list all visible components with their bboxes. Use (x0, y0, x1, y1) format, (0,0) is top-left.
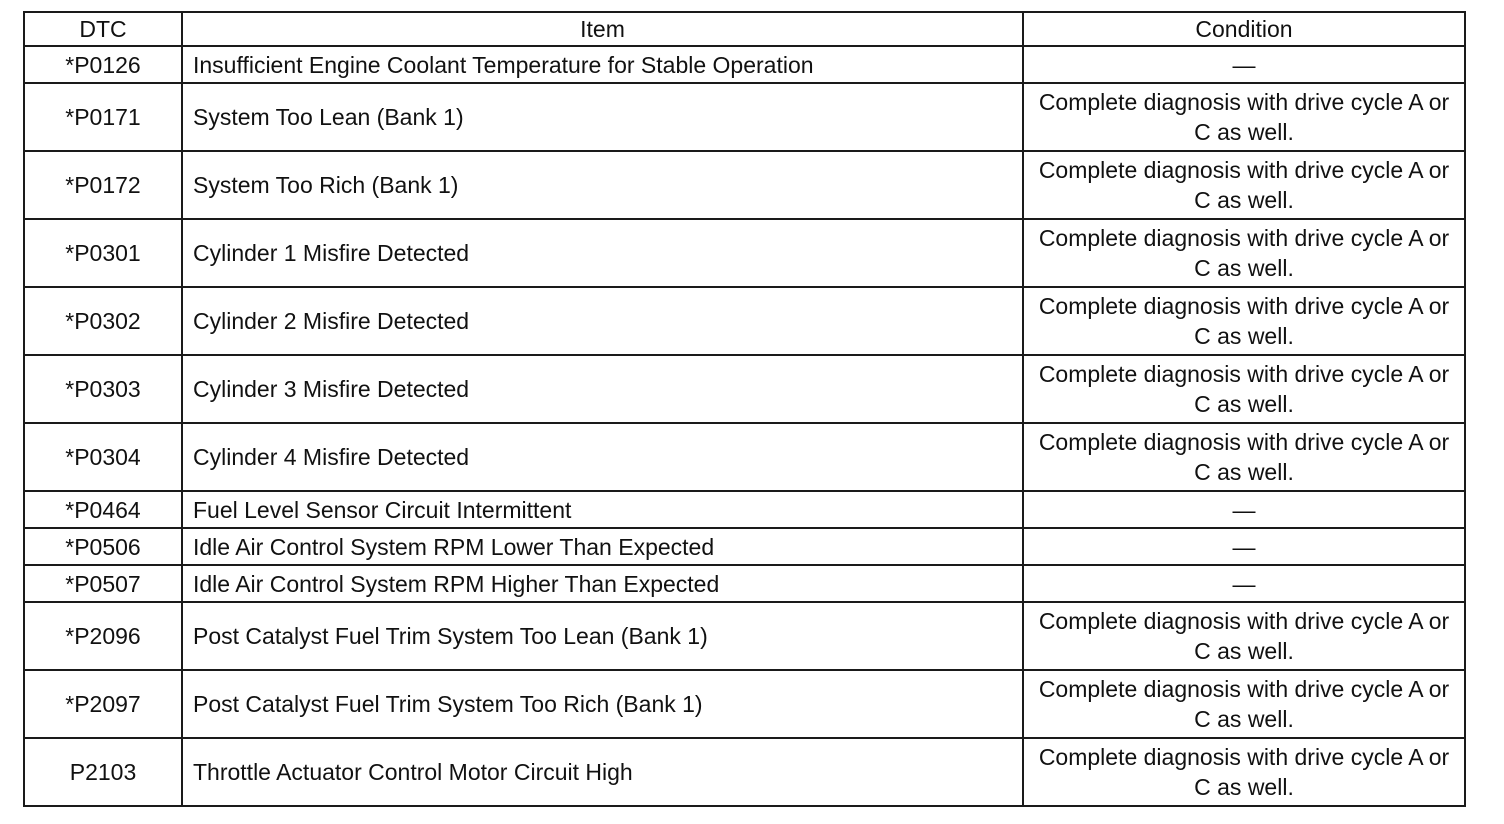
dtc-code: *P0507 (24, 565, 182, 602)
dtc-code: *P0506 (24, 528, 182, 565)
table-row (24, 491, 1465, 528)
table-row (24, 219, 1465, 287)
dtc-item: System Too Rich (Bank 1) (182, 151, 1023, 219)
dtc-table (23, 11, 1466, 807)
dtc-code: *P0172 (24, 151, 182, 219)
dtc-item: Post Catalyst Fuel Trim System Too Rich (Bank 1) (182, 670, 1023, 738)
dtc-code: *P0464 (24, 491, 182, 528)
table-body (24, 46, 1465, 806)
dtc-condition: — (1023, 528, 1465, 565)
dtc-item: Throttle Actuator Control Motor Circuit High (182, 738, 1023, 806)
dtc-code: *P0303 (24, 355, 182, 423)
dtc-condition: Complete diagnosis with drive cycle A or C as well. (1023, 355, 1465, 423)
dtc-item: Cylinder 1 Misfire Detected (182, 219, 1023, 287)
dtc-condition: — (1023, 565, 1465, 602)
dtc-condition: Complete diagnosis with drive cycle A or C as well. (1023, 738, 1465, 806)
dtc-item: Insufficient Engine Coolant Temperature for Stable Operation (182, 46, 1023, 83)
table-row (24, 528, 1465, 565)
dtc-item: Cylinder 3 Misfire Detected (182, 355, 1023, 423)
dtc-code: *P0301 (24, 219, 182, 287)
dtc-code: *P0171 (24, 83, 182, 151)
table-row (24, 83, 1465, 151)
dtc-item: Idle Air Control System RPM Lower Than Expected (182, 528, 1023, 565)
dtc-code: *P0126 (24, 46, 182, 83)
dtc-item: Cylinder 2 Misfire Detected (182, 287, 1023, 355)
dtc-condition: Complete diagnosis with drive cycle A or C as well. (1023, 602, 1465, 670)
header-row (24, 12, 1465, 46)
dtc-condition: Complete diagnosis with drive cycle A or C as well. (1023, 83, 1465, 151)
dtc-item: Idle Air Control System RPM Higher Than Expected (182, 565, 1023, 602)
dtc-code: *P2097 (24, 670, 182, 738)
dtc-item: Fuel Level Sensor Circuit Intermittent (182, 491, 1023, 528)
dtc-item: Post Catalyst Fuel Trim System Too Lean (Bank 1) (182, 602, 1023, 670)
dtc-item: Cylinder 4 Misfire Detected (182, 423, 1023, 491)
dtc-condition: — (1023, 46, 1465, 83)
table-row (24, 670, 1465, 738)
table-row (24, 287, 1465, 355)
header-item: Item (182, 12, 1023, 46)
table-header (24, 12, 1465, 46)
dtc-condition: Complete diagnosis with drive cycle A or C as well. (1023, 219, 1465, 287)
table-row (24, 355, 1465, 423)
dtc-condition: Complete diagnosis with drive cycle A or C as well. (1023, 423, 1465, 491)
dtc-code: *P2096 (24, 602, 182, 670)
dtc-code: P2103 (24, 738, 182, 806)
table-row (24, 565, 1465, 602)
header-condition: Condition (1023, 12, 1465, 46)
dtc-condition: Complete diagnosis with drive cycle A or C as well. (1023, 670, 1465, 738)
dtc-item: System Too Lean (Bank 1) (182, 83, 1023, 151)
dtc-condition: — (1023, 491, 1465, 528)
table-row (24, 602, 1465, 670)
table-row (24, 738, 1465, 806)
table-row (24, 151, 1465, 219)
table-row (24, 423, 1465, 491)
dtc-condition: Complete diagnosis with drive cycle A or C as well. (1023, 287, 1465, 355)
dtc-condition: Complete diagnosis with drive cycle A or C as well. (1023, 151, 1465, 219)
header-dtc: DTC (24, 12, 182, 46)
table-row (24, 46, 1465, 83)
dtc-code: *P0302 (24, 287, 182, 355)
dtc-code: *P0304 (24, 423, 182, 491)
